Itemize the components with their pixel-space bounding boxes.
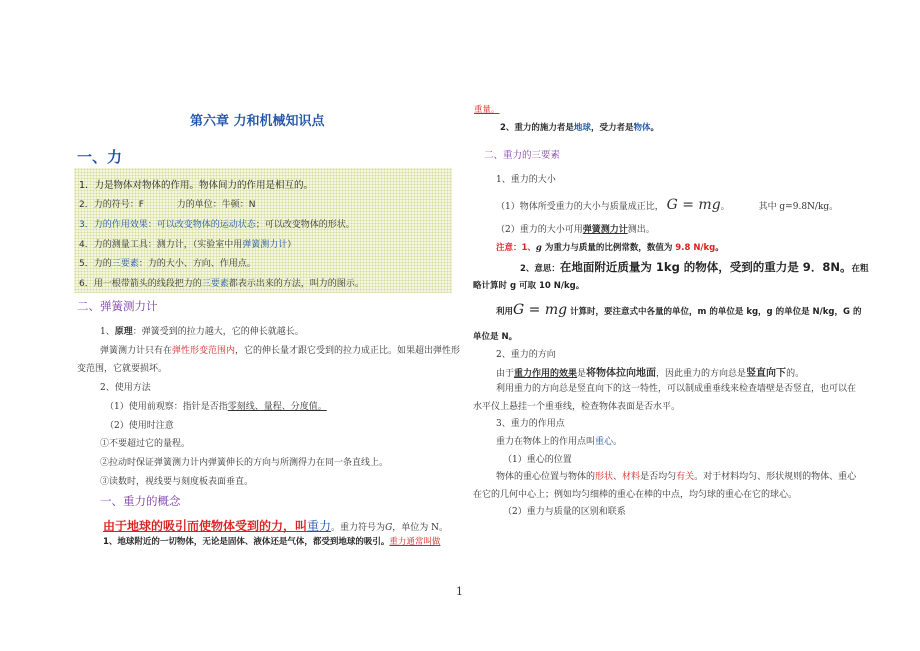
- usage-1-items: 零刻线、量程、分度值。: [227, 402, 327, 412]
- vertical-down: 竖直向下: [746, 368, 787, 379]
- page-title: 第六章 力和机械知识点: [190, 114, 325, 129]
- elastic-prefix: 弹簧测力计只有在: [100, 346, 173, 356]
- gravity-point-heading: 3、重力的作用点: [496, 419, 565, 429]
- weight-term: 重力通常叫做: [389, 537, 441, 547]
- cog-pos-text: 。对于材料均匀、形状规则的物体、重心: [694, 472, 857, 482]
- cog-period: 。: [613, 437, 623, 447]
- paren-close: ）: [287, 240, 297, 250]
- force-symbol: 2．力的符号：F: [79, 200, 144, 210]
- gravity-proportional: [496, 197, 838, 213]
- formula-g-mg-2: G = mg: [513, 302, 568, 318]
- gravity-measure: [496, 222, 655, 235]
- gravity-term: 重力: [307, 519, 332, 533]
- receiver-object: 物体: [633, 123, 651, 133]
- spring-elastic: [100, 343, 460, 356]
- units-prefix: 利用: [496, 307, 514, 317]
- page-number: 1: [456, 585, 463, 598]
- gravity-note: [496, 241, 724, 253]
- force-item-5: [79, 256, 256, 269]
- direction-is: 是: [577, 369, 587, 379]
- formula-period: 。: [720, 202, 730, 212]
- force-item-6: [79, 276, 364, 289]
- g-constant-text: 为重力与质量的比例常数，数值为: [541, 243, 676, 253]
- force-item-3: [79, 217, 355, 230]
- gravity-def-text: 由于地球的吸引而使物体受到的力，: [103, 519, 296, 533]
- units-end: 单位是 N。: [473, 332, 518, 342]
- gravity-note-1: [103, 535, 440, 547]
- g-constant-value: 9.8 N/kg: [675, 243, 716, 253]
- shape-change: ；可以改变物体的形状。: [255, 220, 355, 230]
- measure-prefix: （2）重力的大小可用: [496, 225, 583, 235]
- three-elements: 三要素: [111, 259, 139, 269]
- weight-continued: 重量。: [474, 105, 500, 115]
- force-item-1: 1．力是物体对物体的作用。物体间力的作用是相互的。: [79, 180, 314, 191]
- gravity-def-call: 叫: [295, 519, 308, 533]
- diagram-prefix: 6．用一根带箭头的线段把力的: [79, 279, 202, 289]
- source-label: 2、重力的施力者是: [500, 123, 574, 133]
- note-period: 。: [715, 243, 724, 253]
- cog-geometry: 在它的几何中心上；例如均匀细棒的重心在棒的中点，均匀球的重心在它的球心。: [473, 490, 798, 500]
- force-item-2: [79, 197, 256, 210]
- cog-prefix: 重力在物体上的作用点叫: [496, 437, 596, 447]
- cog-pos-prefix: 物体的重心位置与物体的: [496, 472, 596, 482]
- gravity-symbol-label: 。重力符号为: [331, 523, 386, 533]
- three-elements-prefix: 5．力的: [79, 259, 112, 269]
- three-elements-desc: ：力的大小、方向、作用点。: [138, 259, 256, 269]
- gravity-note-text: 1、地球附近的一切物体，无论是固体、液体还是气体，都受到地球的吸引。: [103, 537, 390, 547]
- usage-2: （2）使用时注意: [105, 421, 174, 431]
- principle-label: 原理: [114, 327, 133, 337]
- gravity-unit: ，单位为 N。: [392, 523, 449, 533]
- gravity-source: [500, 121, 659, 133]
- motion-state: 运动状态: [219, 220, 256, 230]
- section-heading-force: 一、力: [77, 148, 123, 166]
- measure-tool-right: 弹簧测力计: [582, 225, 628, 235]
- direction-prefix: 由于: [496, 369, 515, 379]
- gravity-magnitude-heading: 1、重力的大小: [496, 175, 556, 185]
- uniform: 是否均匀: [640, 472, 677, 482]
- num: 1、: [100, 327, 115, 337]
- direction-end: 的。: [786, 369, 805, 379]
- force-unit: 力的单位：牛顿：N: [176, 200, 256, 210]
- plumb-line-1: 利用重力的方向总是竖直向下的这一特性，可以制成重垂线来检查墙壁是否竖直，也可以在: [496, 384, 857, 394]
- gravity-direction-heading: 2、重力的方向: [496, 350, 556, 360]
- direction-always: ，因此重力的方向总是: [656, 369, 747, 379]
- note-2: ②拉动时保证弹簧测力计内弹簧伸长的方向与所测得力在同一条直线上。: [100, 458, 389, 468]
- period: 。: [650, 123, 659, 133]
- usage-1: [105, 399, 327, 412]
- gravity-definition: [103, 515, 448, 534]
- pull-to-ground: 将物体拉向地面: [586, 368, 657, 379]
- proportional-text: （1）物体所受重力的大小与质量成正比，: [496, 202, 664, 212]
- units-text: 计算时，要注意式中各量的单位，m 的单位是 kg，g 的单位是 N/kg，G 的: [567, 307, 862, 317]
- elastic-range: 弹性形变范围内: [172, 346, 236, 356]
- gravity-symbol: G: [385, 523, 393, 533]
- weight-mass-heading: （2）重力与质量的区别和联系: [503, 507, 626, 517]
- material: 材料: [622, 472, 641, 482]
- g-symbol: g: [535, 243, 542, 253]
- g-value: 其中 g=9.8N/kg。: [758, 202, 839, 212]
- measure-tool: 4．力的测量工具：测力计，（实验室中用: [79, 240, 243, 250]
- units-note: [496, 302, 861, 318]
- three-elements-2: 三要素: [201, 279, 229, 289]
- sep: 、: [613, 472, 623, 482]
- meaning-text: 在地面附近质量为 1kg 的物体，受到的重力是 9．8N。: [559, 260, 852, 274]
- receiver-label: ，受力者是: [590, 123, 634, 133]
- note-3: ③读数时，视线要与刻度板表面垂直。: [100, 477, 254, 487]
- section-heading-spring: 二、弹簧测力计: [77, 299, 158, 313]
- gravity-direction: [496, 364, 804, 379]
- formula-g-mg: G = mg: [666, 197, 721, 213]
- gravity-meaning: [520, 259, 868, 275]
- gravity-effect: 重力作用的效果: [514, 369, 578, 379]
- principle-text: ：弹簧受到的拉力越大，它的伸长就越长。: [132, 327, 304, 337]
- measure-suffix: 测出。: [627, 225, 655, 235]
- note-1: ①不要超过它的量程。: [100, 439, 191, 449]
- cog-term: 重心: [595, 437, 614, 447]
- usage-1-prefix: （1）使用前观察：指针是否指: [105, 402, 228, 412]
- related: 有关: [676, 472, 695, 482]
- section-heading-three-elements: 二、重力的三要素: [484, 150, 561, 161]
- section-heading-gravity: 一、重力的概念: [100, 494, 181, 508]
- cog-position: [496, 469, 856, 482]
- diagram-desc: 都表示出来的方法，叫力的图示。: [228, 279, 364, 289]
- usage-heading: 2、使用方法: [100, 383, 151, 393]
- center-of-gravity: [496, 434, 622, 447]
- note-label: 注意：1、: [496, 243, 536, 253]
- meaning-rough: 在粗: [851, 264, 869, 274]
- force-item-4: [79, 237, 296, 250]
- cog-position-heading: （1）重心的位置: [503, 455, 572, 465]
- spring-scale: 弹簧测力计: [242, 240, 288, 250]
- elastic-text: ，它的伸长量才跟它受到的拉力成正比。如果超出弹性形: [235, 346, 461, 356]
- force-effect-label: 3．力的作用效果：可以改变物体的: [79, 220, 220, 230]
- spring-principle: [100, 324, 304, 337]
- plumb-line-2: 水平仪上悬挂一个重垂线，检查物体表面是否水平。: [473, 402, 681, 412]
- spring-elastic-2: 变范围，它就要损坏。: [77, 364, 168, 374]
- rough-calc: 略计算时 g 可取 10 N/kg。: [473, 281, 585, 291]
- meaning-label: 2、意思：: [520, 264, 560, 274]
- shape: 形状: [595, 472, 614, 482]
- source-earth: 地球: [573, 123, 591, 133]
